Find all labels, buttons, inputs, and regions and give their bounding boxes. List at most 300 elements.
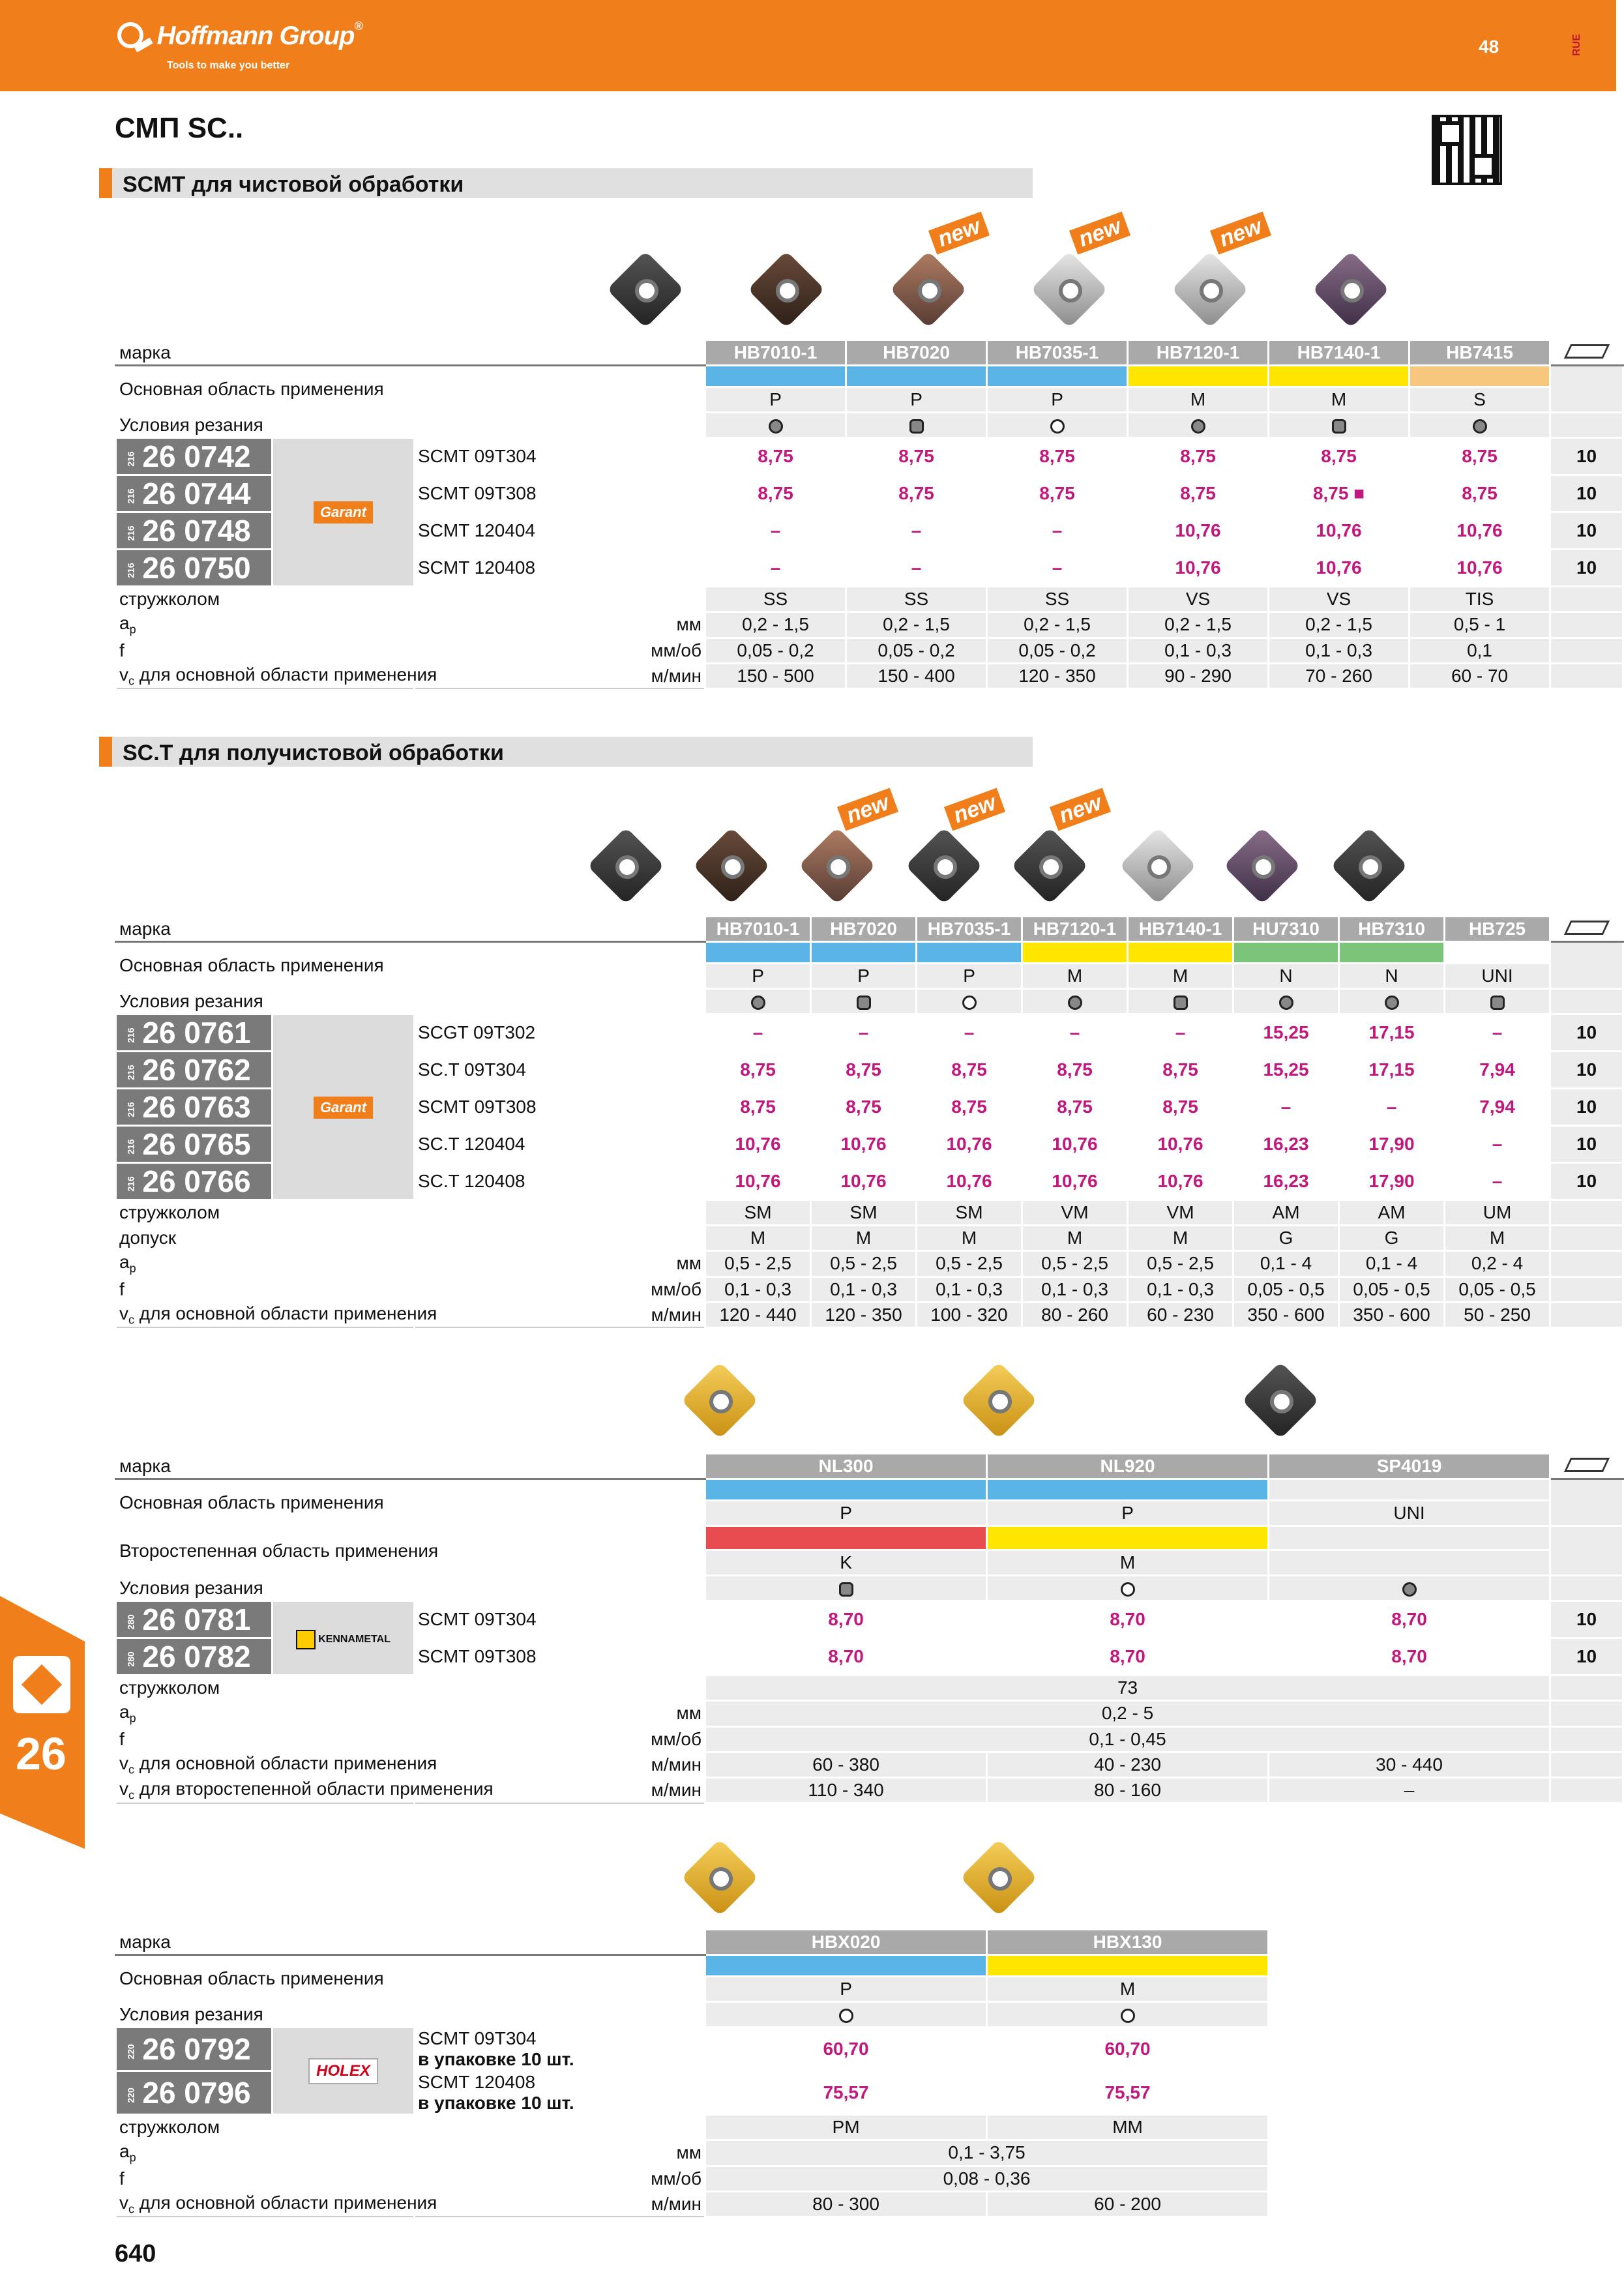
article-description (415, 1638, 705, 1675)
price-cell[interactable]: 10,76 (1269, 512, 1410, 550)
param-value: 350 - 600 (1233, 1302, 1339, 1327)
app-color-bar (987, 1479, 1269, 1501)
price-cell[interactable]: 60,70 (987, 2028, 1269, 2071)
price-cell[interactable]: – (811, 1014, 917, 1052)
price-cell[interactable]: 10,76 (917, 1126, 1022, 1163)
package-icon (1563, 1458, 1609, 1472)
param-value: M (917, 1226, 1022, 1251)
price-cell[interactable]: 10,76 (1128, 550, 1269, 587)
insert-image (683, 1841, 759, 1917)
unit-f: мм/об (415, 638, 705, 663)
grade-header[interactable]: HBX130 (987, 1930, 1269, 1955)
article-number[interactable] (116, 1638, 273, 1675)
grade-header[interactable]: NL300 (705, 1454, 987, 1479)
price-cell[interactable]: – (1128, 1014, 1233, 1052)
grade-header[interactable]: HBX020 (705, 1930, 987, 1955)
param-value: 80 - 260 (1022, 1302, 1128, 1327)
price-cell[interactable]: 10,76 (1410, 512, 1550, 550)
price-cell[interactable]: 8,75 (705, 438, 846, 475)
price-cell[interactable]: 10,76 (1022, 1126, 1128, 1163)
label-app: Основная область применения (119, 378, 384, 399)
article-code: 216 (125, 451, 136, 467)
price-cell[interactable]: 8,70 (987, 1638, 1269, 1675)
row-label-ap (116, 1251, 415, 1277)
price-cell[interactable]: 8,75 (705, 1089, 811, 1126)
insert-image (1333, 829, 1408, 905)
param-value: 0,1 - 0,3 (917, 1276, 1022, 1302)
price-cell[interactable]: 75,57 (987, 2071, 1269, 2115)
price-cell[interactable]: – (1445, 1014, 1550, 1052)
cutting-condition-square-icon (839, 1582, 853, 1597)
price-cell[interactable]: 8,75 (705, 475, 846, 512)
price-cell[interactable]: 8,75 (811, 1089, 917, 1126)
unit-ap: мм (415, 1701, 705, 1727)
row-label-tol (116, 1226, 705, 1251)
label-f: f (119, 640, 125, 660)
pack-empty (1550, 1200, 1623, 1226)
qr-code-icon[interactable] (1432, 115, 1502, 185)
price-cell[interactable]: – (1339, 1089, 1445, 1126)
price-cell[interactable]: 17,15 (1339, 1014, 1445, 1052)
article-code: 216 (125, 1065, 136, 1080)
price-cell[interactable]: – (846, 550, 987, 587)
param-value: 0,2 - 1,5 (846, 612, 987, 638)
cutting-condition-round-icon (1191, 419, 1205, 434)
article-number[interactable] (116, 1126, 273, 1163)
unit-vc: м/мин (415, 663, 705, 688)
price-cell[interactable]: 8,75 (1269, 438, 1410, 475)
article-row[interactable] (116, 2028, 1269, 2071)
pack-empty (1550, 1778, 1623, 1803)
article-designation: SCMT 09T308 (418, 1097, 537, 1117)
article-row[interactable] (116, 1601, 1623, 1638)
article-number[interactable] (116, 1052, 273, 1089)
cond-cell (917, 989, 1022, 1014)
row-label-vc (116, 1752, 437, 1778)
row-label-brand (116, 340, 705, 366)
param-value: 0,5 - 2,5 (1128, 1251, 1233, 1277)
price-cell[interactable]: 15,25 (1233, 1014, 1339, 1052)
param-value: M (1022, 1226, 1128, 1251)
row-label-cb (116, 1200, 705, 1226)
price-cell[interactable]: – (1022, 1014, 1128, 1052)
param-value: 0,5 - 1 (1410, 612, 1550, 638)
article-code: 216 (125, 525, 136, 541)
price-cell[interactable]: 8,75 (1128, 438, 1269, 475)
app-letter: P (705, 1501, 987, 1526)
param-value: 120 - 350 (811, 1302, 917, 1327)
label-ap: a (119, 2141, 130, 2161)
insert-hole-icon (776, 279, 799, 302)
param-value: VS (1269, 587, 1410, 612)
table-header-row (116, 340, 1623, 366)
param-value: VM (1128, 1200, 1233, 1226)
insert-image (695, 829, 771, 905)
cond-cell (1445, 989, 1550, 1014)
label-vc-rest: для основной области применения (134, 2192, 437, 2213)
label-vc: v (119, 664, 128, 685)
cutting-condition-hook-icon (1121, 1582, 1135, 1597)
price-cell[interactable]: 8,70 (1269, 1638, 1550, 1675)
cond-cell (987, 2002, 1269, 2028)
insert-hole-icon (1252, 855, 1275, 879)
grade-header[interactable]: HB725 (1445, 917, 1550, 942)
param-value: VS (1128, 587, 1269, 612)
article-number-text: 26 0782 (142, 1640, 251, 1674)
price-cell[interactable]: 8,75 (1410, 438, 1550, 475)
grade-header[interactable]: HB7140-1 (1269, 340, 1410, 366)
price-cell[interactable]: – (987, 512, 1128, 550)
row-label-vc (116, 663, 437, 688)
cond-cell (1128, 413, 1269, 438)
article-row[interactable] (116, 438, 1623, 475)
grade-header[interactable]: HB7035-1 (987, 340, 1128, 366)
price-cell[interactable]: – (917, 1014, 1022, 1052)
hoffmann-logo[interactable] (115, 20, 362, 71)
insert-image (609, 253, 685, 329)
row-label-cb (116, 1675, 705, 1701)
grade-header[interactable]: SP4019 (1269, 1454, 1550, 1479)
param-value: 0,1 - 3,75 (705, 2140, 1269, 2166)
price-cell[interactable]: 8,70 (1269, 1601, 1550, 1638)
row-label-f (116, 1276, 415, 1302)
article-row[interactable] (116, 1014, 1623, 1052)
insert-hole-icon (1147, 855, 1171, 879)
param-value: 0,1 - 4 (1339, 1251, 1445, 1277)
price-cell[interactable]: 8,75 (705, 1052, 811, 1089)
price-cell[interactable]: – (705, 1014, 811, 1052)
row-label-cond (116, 989, 705, 1014)
cutting-condition-hook-icon (1121, 2009, 1135, 2023)
article-description (415, 438, 705, 475)
price-cell[interactable]: 8,75 (811, 1052, 917, 1089)
grade-header[interactable]: HB7020 (846, 340, 987, 366)
app-letter: M (1128, 964, 1233, 989)
cond-cell (811, 989, 917, 1014)
row-label-app (116, 1479, 705, 1526)
param-value: G (1339, 1226, 1445, 1251)
label-vc: v (119, 2192, 128, 2213)
label-brand: марка (119, 919, 171, 939)
cond-cell (846, 413, 987, 438)
label-ap-sub: p (129, 1711, 136, 1725)
article-number[interactable] (116, 438, 273, 475)
price-cell[interactable]: 8,75 (1128, 1089, 1233, 1126)
pack-empty (1550, 1526, 1623, 1576)
app-row (116, 1479, 1623, 1501)
section-heading-text: SCMT для чистовой обработки (123, 172, 464, 197)
param-value: 0,1 - 0,3 (705, 1276, 811, 1302)
new-badge: new (1050, 788, 1111, 831)
article-number-text: 26 0796 (142, 2076, 251, 2110)
app-color-bar (1445, 942, 1550, 964)
article-description (415, 475, 705, 512)
article-description (415, 1601, 705, 1638)
unit-ap: мм (415, 612, 705, 638)
param-row-ap (116, 2140, 1269, 2166)
row-label-brand (116, 1454, 705, 1479)
app-letter: M (987, 1977, 1269, 2002)
article-number-text: 26 0761 (142, 1016, 251, 1050)
cond-cell (1269, 1576, 1550, 1601)
price-cell[interactable]: 75,57 (705, 2071, 987, 2115)
cutting-condition-round-icon (1473, 419, 1487, 434)
unit-vc: м/мин (415, 1302, 705, 1327)
article-number-text: 26 0748 (142, 514, 251, 548)
article-code: 280 (125, 1614, 136, 1630)
label-brand: марка (119, 1456, 171, 1476)
param-value: 0,1 (1410, 638, 1550, 663)
param-row-ap (116, 1251, 1623, 1277)
insert-hole-icon (635, 279, 658, 302)
app-color-bar (846, 366, 987, 387)
price-cell[interactable]: 7,94 (1445, 1052, 1550, 1089)
param-value: 0,1 - 0,3 (1269, 638, 1410, 663)
language-code: RUE (1571, 34, 1582, 56)
price-cell[interactable]: 8,75 (1410, 475, 1550, 512)
cond-row (116, 413, 1623, 438)
cond-cell (705, 1576, 987, 1601)
unit-vc: м/мин (415, 1752, 705, 1778)
price-cell[interactable]: 8,75 (917, 1052, 1022, 1089)
param-value: 0,05 - 0,2 (846, 638, 987, 663)
article-number[interactable] (116, 550, 273, 587)
price-cell[interactable]: – (987, 550, 1128, 587)
price-cell[interactable]: 10,76 (917, 1163, 1022, 1200)
param-value: 100 - 320 (917, 1302, 1022, 1327)
price-cell[interactable]: 8,75 (1022, 1089, 1128, 1126)
article-number[interactable] (116, 512, 273, 550)
article-code: 216 (125, 1139, 136, 1155)
price-cell[interactable]: 10,76 (811, 1163, 917, 1200)
param-value: SM (811, 1200, 917, 1226)
article-number[interactable] (116, 2028, 273, 2071)
price-cell[interactable]: 10,76 (705, 1163, 811, 1200)
row-label-vc (116, 2191, 437, 2217)
grade-header[interactable]: HB7120-1 (1022, 917, 1128, 942)
label-app: Основная область применения (119, 1492, 384, 1512)
param-value: 0,05 - 0,5 (1233, 1276, 1339, 1302)
price-cell[interactable]: 10,76 (1269, 550, 1410, 587)
price-cell[interactable]: – (846, 512, 987, 550)
price-cell[interactable]: 17,90 (1339, 1163, 1445, 1200)
chapter-tab[interactable] (0, 1596, 85, 1849)
article-designation: SC.T 120408 (418, 1171, 525, 1191)
article-number-text: 26 0763 (142, 1090, 251, 1124)
price-cell[interactable]: 15,25 (1233, 1052, 1339, 1089)
param-value: 60 - 380 (705, 1752, 987, 1778)
section-heading-finishing (99, 168, 1033, 198)
article-description (415, 1089, 705, 1126)
sec-color-bar (987, 1526, 1269, 1550)
param-value: 0,2 - 1,5 (705, 612, 846, 638)
new-badge: new (944, 788, 1005, 831)
app-letter: P (705, 387, 846, 413)
pack-empty (1550, 612, 1623, 638)
package-icon (1563, 344, 1609, 359)
price-cell[interactable]: 8,75 (1128, 475, 1269, 512)
param-row-cb (116, 2115, 1269, 2140)
cutting-condition-square-icon (1332, 419, 1346, 434)
grade-header[interactable]: HB7010-1 (705, 917, 811, 942)
row-label-brand (116, 1930, 705, 1955)
article-number[interactable] (116, 1089, 273, 1126)
price-cell[interactable]: 8,70 (987, 1601, 1269, 1638)
param-row-cb (116, 587, 1623, 612)
label-cb: стружколом (119, 2117, 220, 2137)
pack-quantity: 10 (1550, 1052, 1623, 1089)
param-value: 0,1 - 0,45 (705, 1726, 1550, 1752)
label-app: Основная область применения (119, 954, 384, 975)
label-vc: v (119, 1303, 128, 1323)
price-cell[interactable]: – (1445, 1126, 1550, 1163)
param-row-vc (116, 663, 1623, 688)
pack-quantity: 10 (1550, 512, 1623, 550)
price-cell[interactable]: 8,75 (987, 438, 1128, 475)
insert-hole-icon (1359, 855, 1382, 879)
insert-image (1244, 1364, 1320, 1439)
price-cell[interactable]: 8,75 (917, 1089, 1022, 1126)
app-letter: P (846, 387, 987, 413)
article-number[interactable] (116, 1163, 273, 1200)
pack-empty (1550, 1251, 1623, 1277)
row-label-app (116, 942, 705, 989)
label-f: f (119, 2168, 125, 2189)
label-vc2-rest: для второстепенной области применения (134, 1778, 494, 1799)
row-label-app (116, 366, 705, 413)
price-cell[interactable]: 8,75 (846, 475, 987, 512)
row-label-cond (116, 413, 705, 438)
param-value: 60 - 230 (1128, 1302, 1233, 1327)
pack-empty (1550, 638, 1623, 663)
pack-quantity: 10 (1550, 1163, 1623, 1200)
price-cell[interactable]: 8,70 (705, 1601, 987, 1638)
price-cell[interactable]: 8,75 (1128, 1052, 1233, 1089)
pack-empty (1550, 413, 1623, 438)
param-value: 0,08 - 0,36 (705, 2166, 1269, 2191)
grade-header[interactable]: HB7140-1 (1128, 917, 1233, 942)
grade-header[interactable]: HU7310 (1233, 917, 1339, 942)
cutting-condition-round-icon (1279, 996, 1293, 1010)
article-number[interactable] (116, 2071, 273, 2115)
label-ap-sub: p (129, 623, 136, 636)
app-letter: M (1269, 387, 1410, 413)
insert-hole-icon (934, 855, 957, 879)
price-cell[interactable]: 10,76 (1128, 512, 1269, 550)
param-value: SS (705, 587, 846, 612)
table-header-row (116, 1454, 1623, 1479)
param-value: 0,2 - 1,5 (1269, 612, 1410, 638)
article-designation: SCMT 120408 (418, 2072, 536, 2092)
article-designation: SCMT 09T304 (418, 2028, 537, 2048)
insert-hole-icon (827, 855, 850, 879)
price-cell[interactable]: – (1445, 1163, 1550, 1200)
insert-hole-icon (615, 855, 639, 879)
row-label-ap (116, 2140, 415, 2166)
article-pack-note: в упаковке 10 шт. (418, 2093, 574, 2113)
cond-cell (1410, 413, 1550, 438)
price-cell[interactable]: – (705, 550, 846, 587)
label-vc-sub: c (128, 1313, 134, 1327)
param-value: M (811, 1226, 917, 1251)
insert-image (962, 1364, 1038, 1439)
price-cell[interactable]: 16,23 (1233, 1163, 1339, 1200)
insert-image (1033, 253, 1108, 329)
param-value: 0,5 - 2,5 (917, 1251, 1022, 1277)
price-cell[interactable]: 17,90 (1339, 1126, 1445, 1163)
param-row-f (116, 638, 1623, 663)
app-color-bar (917, 942, 1022, 964)
article-number-text: 26 0750 (142, 551, 251, 585)
section-heading-semifinishing (99, 737, 1033, 767)
sec-app-letter: K (705, 1550, 987, 1576)
row-label-sec_app (116, 1526, 705, 1576)
param-value: 0,2 - 1,5 (987, 612, 1128, 638)
page-title: СМП SC.. (115, 112, 244, 144)
price-cell[interactable]: 10,76 (811, 1126, 917, 1163)
article-number[interactable] (116, 1601, 273, 1638)
price-cell[interactable]: 8,75 (846, 438, 987, 475)
price-cell[interactable]: – (705, 512, 846, 550)
package-icon (1563, 921, 1609, 935)
article-number[interactable] (116, 475, 273, 512)
cond-row (116, 1576, 1623, 1601)
kennametal-table (115, 1453, 1624, 1804)
app-row (116, 942, 1623, 964)
grade-header[interactable]: NL920 (987, 1454, 1269, 1479)
price-cell[interactable]: 10,76 (705, 1126, 811, 1163)
kennametal-logo: KENNAMETAL (296, 1630, 391, 1649)
price-cell[interactable]: 16,23 (1233, 1126, 1339, 1163)
grade-header[interactable]: HB7020 (811, 917, 917, 942)
param-value: 50 - 250 (1445, 1302, 1550, 1327)
price-cell[interactable]: – (1233, 1089, 1339, 1126)
price-cell[interactable]: 8,75 ■ (1269, 475, 1410, 512)
param-value: 350 - 600 (1339, 1302, 1445, 1327)
grade-header[interactable]: HB7415 (1410, 340, 1550, 366)
price-cell[interactable]: 60,70 (705, 2028, 987, 2071)
param-value: 70 - 260 (1269, 663, 1410, 688)
app-color-bar (705, 942, 811, 964)
app-row (116, 366, 1623, 387)
grade-header[interactable]: HB7035-1 (917, 917, 1022, 942)
price-cell[interactable]: 10,76 (1410, 550, 1550, 587)
param-value: 40 - 230 (987, 1752, 1269, 1778)
article-number-text: 26 0762 (142, 1053, 251, 1087)
price-cell[interactable]: 7,94 (1445, 1089, 1550, 1126)
grade-header[interactable]: HB7010-1 (705, 340, 846, 366)
row-label-cb (116, 2115, 705, 2140)
grade-header[interactable]: HB7120-1 (1128, 340, 1269, 366)
insert-image (962, 1841, 1038, 1917)
article-number[interactable] (116, 1014, 273, 1052)
price-cell[interactable]: 10,76 (1022, 1163, 1128, 1200)
price-cell[interactable]: 8,75 (987, 475, 1128, 512)
param-row-cb (116, 1675, 1623, 1701)
catalog-page-top: 48 (1479, 37, 1499, 57)
grade-header[interactable]: HB7310 (1339, 917, 1445, 942)
price-cell[interactable]: 10,76 (1128, 1126, 1233, 1163)
param-value: 0,05 - 0,2 (705, 638, 846, 663)
insert-image (683, 1364, 759, 1439)
label-vc2: v (119, 1778, 128, 1799)
price-cell[interactable]: 17,15 (1339, 1052, 1445, 1089)
price-cell[interactable]: 10,76 (1128, 1163, 1233, 1200)
price-cell[interactable]: 8,70 (705, 1638, 987, 1675)
app-letter: P (705, 1977, 987, 2002)
label-ap-sub: p (129, 1262, 136, 1275)
price-cell[interactable]: 8,75 (1022, 1052, 1128, 1089)
